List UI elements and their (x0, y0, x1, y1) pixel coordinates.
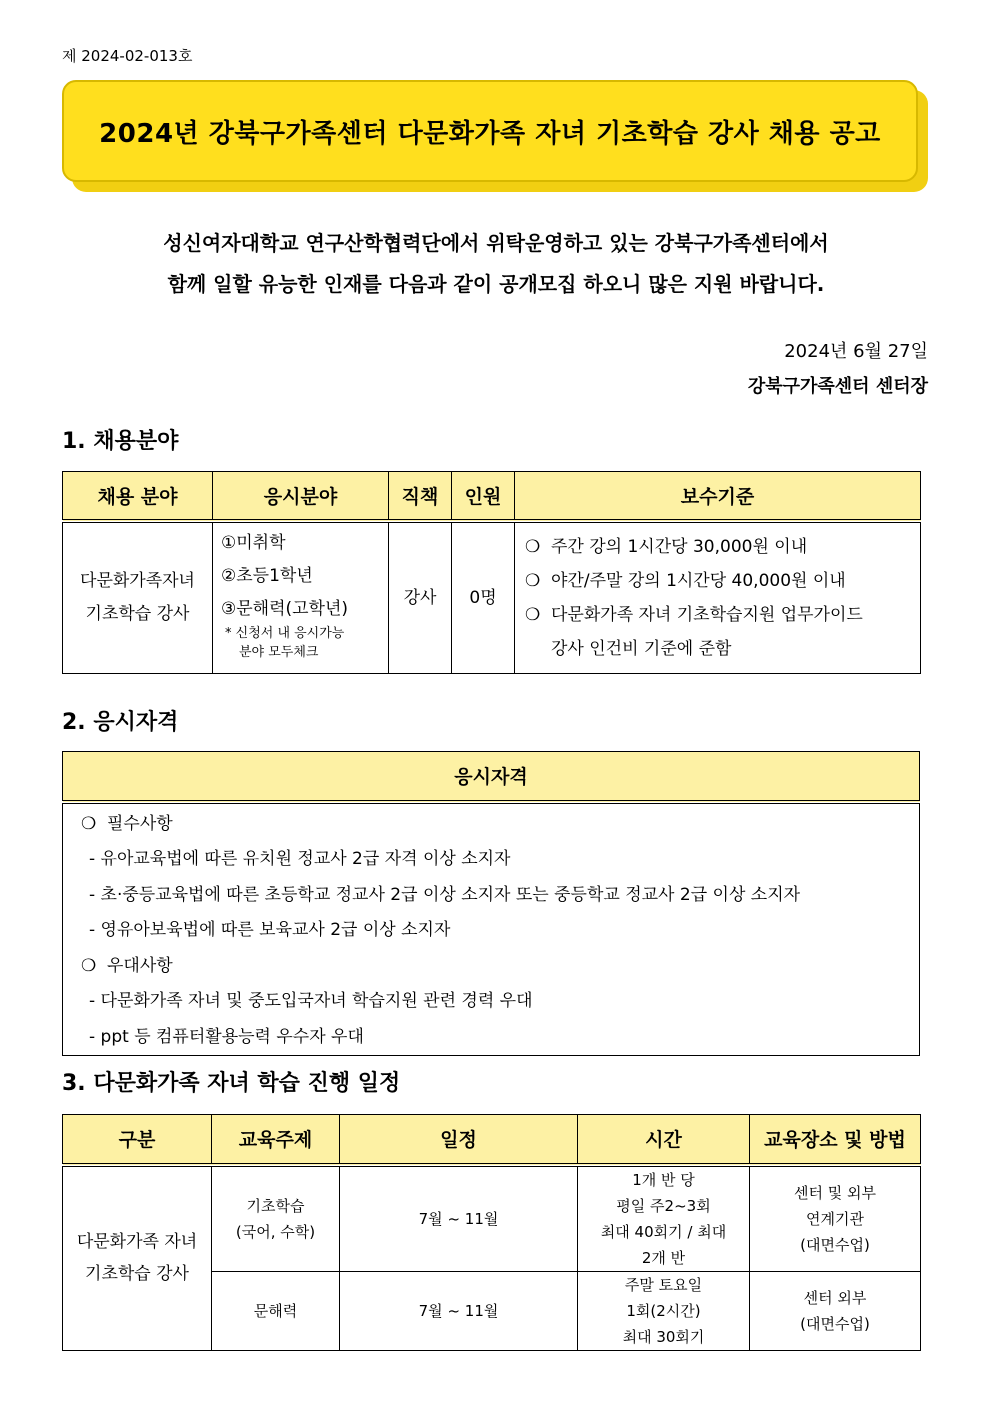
table-row (63, 521, 921, 674)
required-title: 필수사항 (107, 813, 173, 834)
field-line-2: 기초학습 강사 (85, 603, 190, 624)
pay-cell (515, 521, 921, 674)
header-count: 인원 (452, 472, 515, 521)
table-header-row (63, 1115, 921, 1165)
place-line: 연계기관 (806, 1209, 864, 1228)
circle-bullet-icon: ❍ (81, 955, 97, 976)
table-row (63, 802, 920, 1056)
required-heading (81, 807, 919, 843)
field-cell (63, 521, 213, 674)
page-title: 2024년 강북구가족센터 다문화가족 자녀 기초학습 강사 채용 공고 (99, 118, 881, 149)
schedule-cell: 7월 ~ 11월 (340, 1271, 578, 1350)
signer: 강북구가족센터 센터장 (747, 376, 928, 397)
apply-note-line-1: * 신청서 내 응시가능 (225, 625, 345, 641)
apply-note-line-2: 분야 모두체크 (239, 644, 319, 660)
pay-text-continued: 강사 인건비 기준에 준함 (551, 638, 732, 659)
category-line-1: 다문화가족 자녀 (76, 1232, 198, 1252)
preferred-item: - ppt 등 컴퓨터활용능력 우수자 우대 (89, 1026, 364, 1047)
header-pay: 보수기준 (515, 472, 921, 521)
announcement-date: 2024년 6월 27일 (784, 341, 928, 362)
subject-cell: 문해력 (212, 1271, 340, 1350)
circle-bullet-icon: ❍ (525, 604, 541, 625)
pay-item (525, 530, 920, 564)
qualification-cell (63, 802, 920, 1056)
position-cell: 강사 (389, 521, 452, 674)
preferred-heading (81, 949, 919, 985)
header-schedule: 일정 (340, 1115, 578, 1165)
document-number: 제 2024-02-013호 (62, 47, 193, 65)
time-cell (578, 1271, 750, 1350)
header-field: 채용 분야 (63, 472, 213, 521)
intro-line-1: 성신여자대학교 연구산학협력단에서 위탁운영하고 있는 강북구가족센터에서 (163, 231, 829, 255)
schedule-table (62, 1114, 921, 1351)
preferred-item: - 다문화가족 자녀 및 중도입국자녀 학습지원 관련 경력 우대 (89, 991, 533, 1011)
intro-line-2: 함께 일할 유능한 인재를 다음과 같이 공개모집 하오니 많은 지원 바랍니다. (167, 272, 825, 296)
header-time: 시간 (578, 1115, 750, 1165)
count-cell: 0명 (452, 521, 515, 674)
category-cell (63, 1165, 212, 1351)
field-line-1: 다문화가족자녀 (80, 571, 195, 592)
recruitment-field-table (62, 471, 921, 674)
time-line: 1개 반 당 (632, 1170, 695, 1189)
header-category: 구분 (63, 1115, 212, 1165)
pay-item (525, 598, 920, 632)
apply-item: ①미취학 (221, 532, 286, 553)
circle-bullet-icon: ❍ (525, 570, 541, 591)
header-qualification: 응시자격 (63, 752, 920, 802)
circle-bullet-icon: ❍ (81, 813, 97, 834)
apply-item: ②초등1학년 (221, 565, 313, 586)
schedule-cell: 7월 ~ 11월 (340, 1165, 578, 1272)
section-2-title: 2. 응시자격 (62, 710, 179, 735)
time-line: 1회(2시간) (626, 1301, 701, 1320)
subject-line-1: 기초학습 (246, 1196, 305, 1215)
title-banner (62, 80, 918, 182)
header-position: 직책 (389, 472, 452, 521)
pay-text: 야간/주말 강의 1시간당 40,000원 이내 (551, 570, 846, 591)
apply-area-cell (213, 521, 389, 674)
category-line-2: 기초학습 강사 (85, 1264, 189, 1284)
apply-item: ③문해력(고학년) (221, 598, 349, 619)
circle-bullet-icon: ❍ (525, 536, 541, 557)
pay-text: 주간 강의 1시간당 30,000원 이내 (551, 536, 808, 557)
table-header-row (63, 752, 920, 802)
place-line: (대면수업) (800, 1314, 870, 1333)
time-cell (578, 1165, 750, 1272)
header-place: 교육장소 및 방법 (750, 1115, 921, 1165)
required-item: - 초·중등교육법에 따른 초등학교 정교사 2급 이상 소지자 또는 중등학교 정교사 2급 이상 소지자 (89, 884, 801, 905)
pay-text: 다문화가족 자녀 기초학습지원 업무가이드 (551, 604, 863, 625)
header-subject: 교육주제 (212, 1115, 340, 1165)
time-line: 최대 40회기 / 최대 (600, 1222, 727, 1241)
time-line: 2개 반 (641, 1248, 686, 1267)
place-line: (대면수업) (800, 1235, 870, 1254)
table-row (63, 1165, 921, 1272)
place-line: 센터 및 외부 (794, 1183, 876, 1202)
subject-line-2: (국어, 수학) (235, 1222, 316, 1241)
apply-note (221, 624, 388, 662)
required-item: - 유아교육법에 따른 유치원 정교사 2급 자격 이상 소지자 (89, 849, 511, 869)
preferred-title: 우대사항 (107, 955, 173, 976)
section-3-title: 3. 다문화가족 자녀 학습 진행 일정 (62, 1071, 401, 1096)
subject-cell (212, 1165, 340, 1272)
place-cell (750, 1271, 921, 1350)
section-1-title: 1. 채용분야 (62, 429, 179, 454)
place-cell (750, 1165, 921, 1272)
required-item: - 영유아보육법에 따른 보육교사 2급 이상 소지자 (89, 920, 451, 940)
qualification-table (62, 751, 920, 1056)
header-apply-area: 응시분야 (213, 472, 389, 521)
time-line: 주말 토요일 (624, 1275, 703, 1294)
time-line: 최대 30회기 (622, 1327, 705, 1346)
pay-item (525, 564, 920, 598)
table-header-row (63, 472, 921, 521)
place-line: 센터 외부 (803, 1288, 867, 1307)
time-line: 평일 주2~3회 (616, 1196, 711, 1215)
